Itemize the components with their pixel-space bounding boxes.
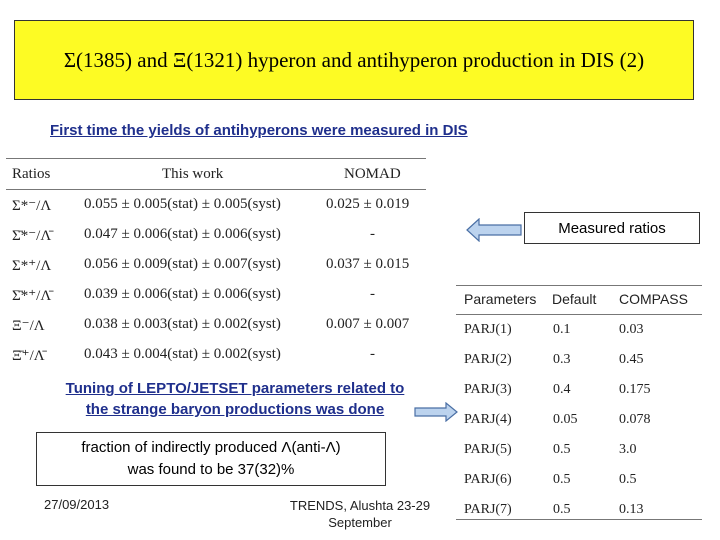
nomad-cell: 0.037 ± 0.015 [326,256,410,272]
table-row [456,406,702,436]
table-row [4,251,428,279]
compass-cell: 0.03 [619,322,644,337]
ratio-cell: Ξ̄⁺/Λ̄ [12,348,45,364]
fraction-line-2: was found to be 37(32)% [127,461,295,478]
compass-cell: 0.13 [619,502,644,517]
this-work-cell: 0.056 ± 0.009(stat) ± 0.007(syst) [84,256,281,272]
slide-title: Σ(1385) and Ξ(1321) hyperon and antihyperon production in DIS (2) [63,47,645,72]
tuning-note [30,378,440,420]
ratio-cell: Ξ⁻/Λ [12,318,45,334]
table-row [4,311,428,339]
table-row [456,496,702,526]
param-cell: PARJ(4) [464,412,512,427]
this-work-cell: 0.047 ± 0.006(stat) ± 0.006(syst) [84,226,281,242]
compass-cell: 3.0 [619,442,637,457]
tuning-line-2: the strange baryon productions was done [85,401,385,418]
param-cell: PARJ(7) [464,502,512,517]
default-cell: 0.1 [553,322,571,337]
table-header-row [456,285,702,315]
ratio-cell: Σ̄*⁻/Λ̄ [12,228,52,244]
table-rule-header [6,189,426,190]
parameters-table [456,282,702,522]
table-row [456,346,702,376]
this-work-cell: 0.039 ± 0.006(stat) ± 0.006(syst) [84,286,281,302]
fraction-line-1: fraction of indirectly produced Λ(anti-Λ) [81,439,341,456]
ratio-cell: Σ*⁻/Λ [12,198,52,214]
arrow-left-icon [466,218,522,242]
table-row [456,436,702,466]
header-compass: COMPASS [619,291,688,307]
nomad-cell: - [370,346,375,362]
param-cell: PARJ(5) [464,442,512,457]
header-nomad: NOMAD [344,166,401,182]
fraction-note [36,432,386,486]
subtitle: First time the yields of antihyperons were measured in DIS [50,122,468,139]
table-row [4,191,428,219]
this-work-cell: 0.043 ± 0.004(stat) ± 0.002(syst) [84,346,281,362]
compass-cell: 0.5 [619,472,637,487]
table-header-row [4,161,428,189]
default-cell: 0.3 [553,352,571,367]
footer-conf-line-2: September [328,515,392,530]
arrow-right-icon [414,402,458,422]
table-row [4,281,428,309]
this-work-cell: 0.055 ± 0.005(stat) ± 0.005(syst) [84,196,281,212]
ratios-table [4,155,428,370]
nomad-cell: 0.025 ± 0.019 [326,196,410,212]
default-cell: 0.4 [553,382,571,397]
title-box [14,20,694,100]
nomad-cell: - [370,286,375,302]
default-cell: 0.5 [553,502,571,517]
header-default: Default [552,291,597,307]
default-cell: 0.5 [553,472,571,487]
default-cell: 0.5 [553,442,571,457]
table-row [456,316,702,346]
default-cell: 0.05 [553,412,578,427]
footer-conf-line-1: TRENDS, Alushta 23-29 [289,498,431,513]
table-row [4,221,428,249]
compass-cell: 0.078 [619,412,651,427]
table-row [456,376,702,406]
param-cell: PARJ(3) [464,382,512,397]
table-row [456,466,702,496]
ratio-cell: Σ̄*⁺/Λ̄ [12,288,52,304]
table-rule-top [6,158,426,159]
param-cell: PARJ(6) [464,472,512,487]
nomad-cell: - [370,226,375,242]
param-cell: PARJ(1) [464,322,512,337]
footer-conference [280,497,440,531]
nomad-cell: 0.007 ± 0.007 [326,316,410,332]
table-row [4,341,428,369]
header-parameters: Parameters [464,291,537,307]
measured-ratios-callout: Measured ratios [524,212,700,244]
header-this-work: This work [162,166,224,182]
this-work-cell: 0.038 ± 0.003(stat) ± 0.002(syst) [84,316,281,332]
param-cell: PARJ(2) [464,352,512,367]
footer-date: 27/09/2013 [44,497,110,512]
header-ratios: Ratios [12,166,51,182]
tuning-line-1: Tuning of LEPTO/JETSET parameters related to [65,380,405,397]
compass-cell: 0.45 [619,352,644,367]
ratio-cell: Σ*⁺/Λ [12,258,52,274]
compass-cell: 0.175 [619,382,651,397]
